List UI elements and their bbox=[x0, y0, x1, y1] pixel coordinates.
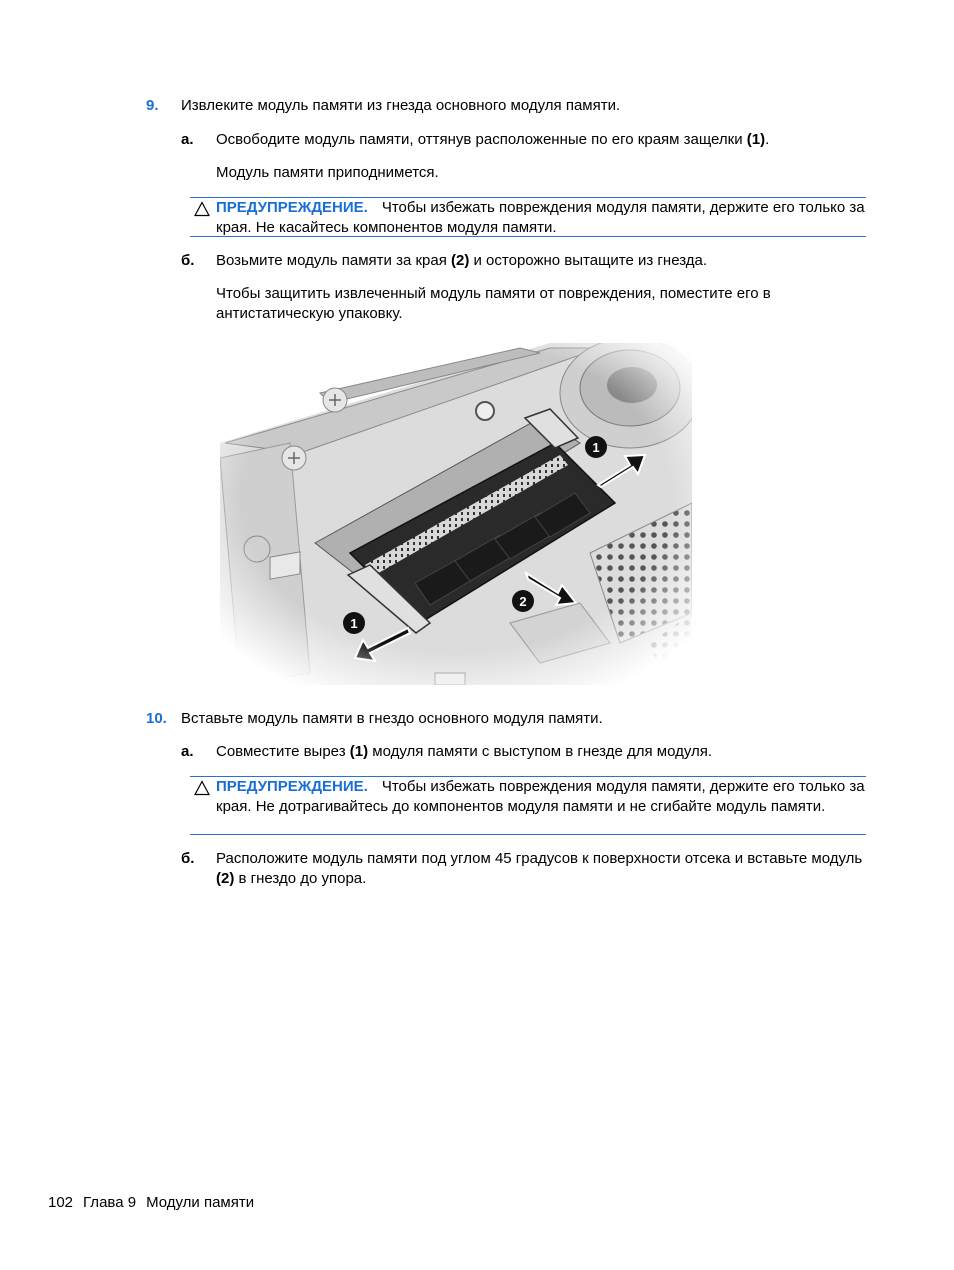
warning-text-2: ПРЕДУПРЕЖДЕНИЕ. Чтобы избежать повреждения модуля памяти, держите его только за края. Не дотрагивайтесь до компонентов модуля памяти и не сгибайте модуль памяти. bbox=[216, 778, 865, 815]
warning-box-1 bbox=[190, 197, 866, 237]
warning-triangle-icon bbox=[194, 201, 210, 217]
step-10-text: Вставьте модуль памяти в гнездо основного модуля памяти. bbox=[181, 710, 603, 727]
page-number: 102 bbox=[48, 1194, 74, 1211]
step-10a-letter: а. bbox=[181, 743, 194, 760]
step-9b-letter: б. bbox=[181, 252, 195, 269]
step-9a-letter: а. bbox=[181, 131, 194, 148]
step-9a-note: Модуль памяти приподнимется. bbox=[216, 164, 439, 181]
step-10a-text: Совместите вырез (1) модуля памяти с выступом в гнезде для модуля. bbox=[216, 743, 713, 760]
chapter-label: Глава 9 bbox=[83, 1194, 137, 1211]
warning-label-2: ПРЕДУПРЕЖДЕНИЕ. bbox=[216, 778, 368, 795]
chapter-title: Модули памяти bbox=[146, 1194, 255, 1211]
step-9-number: 9. bbox=[146, 97, 159, 114]
warning-text-1: ПРЕДУПРЕЖДЕНИЕ. Чтобы избежать повреждения модуля памяти, держите его только за края. Не касайтесь компонентов модуля памяти. bbox=[216, 199, 865, 236]
step-10b-text: Расположите модуль памяти под углом 45 градусов к поверхности отсека и вставьте модуль (2) в гнездо до упора. bbox=[216, 850, 863, 887]
warning-label-1: ПРЕДУПРЕЖДЕНИЕ. bbox=[216, 199, 368, 216]
step-9b-text: Возьмите модуль памяти за края (2) и осторожно вытащите из гнезда. bbox=[216, 252, 708, 269]
step-9-text: Извлеките модуль памяти из гнезда основного модуля памяти. bbox=[181, 97, 621, 114]
memory-module-illustration bbox=[220, 343, 692, 685]
step-9a-text: Освободите модуль памяти, оттянув расположенные по его краям защелки (1). bbox=[216, 131, 770, 148]
step-9b-note: Чтобы защитить извлеченный модуль памяти от повреждения, поместите его в антистатическую упаковку. bbox=[216, 285, 771, 322]
warning-triangle-icon bbox=[194, 780, 210, 796]
warning-box-2 bbox=[190, 776, 866, 835]
step-10b-letter: б. bbox=[181, 850, 195, 867]
page-footer bbox=[48, 1193, 264, 1213]
step-10-number: 10. bbox=[146, 710, 167, 727]
memory-removal-diagram bbox=[220, 343, 692, 685]
